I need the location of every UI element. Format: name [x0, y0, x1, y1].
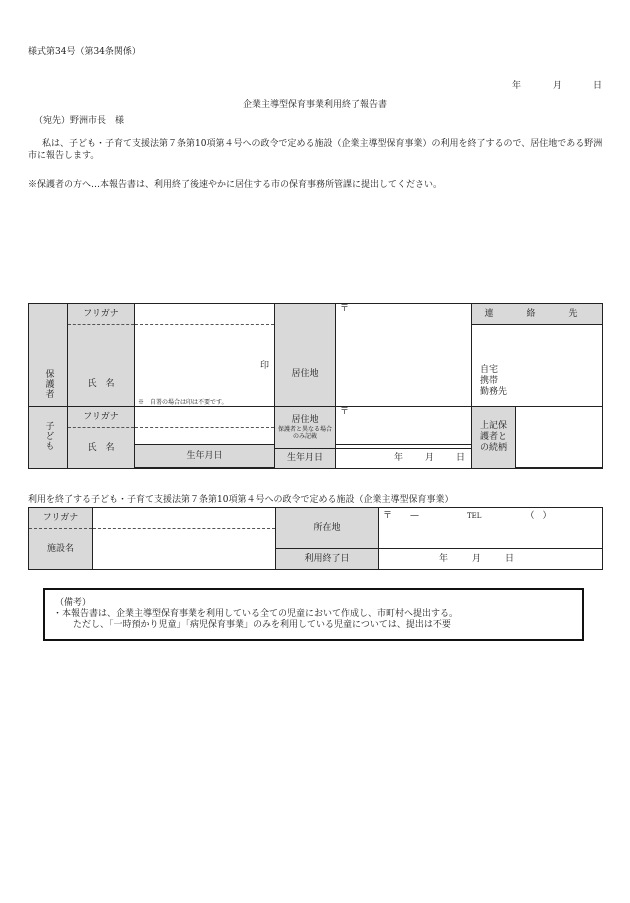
- relation-field[interactable]: [516, 407, 603, 469]
- guardian-birthdate-label: 生年月日: [135, 445, 275, 468]
- document-title: 企業主導型保育事業利用終了報告書: [242, 100, 387, 110]
- facility-postal-mark: 〒: [383, 511, 393, 521]
- end-date-label: 利用終了日: [276, 549, 379, 570]
- child-birthdate-label: 生年月日: [275, 449, 336, 469]
- guardian-furigana-field[interactable]: [135, 304, 275, 325]
- child-table: [28, 406, 603, 469]
- child-birthdate-field[interactable]: [336, 449, 472, 469]
- facility-name-label: 施設名: [29, 529, 93, 570]
- child-residence-note: 保護者と異なる場合のみ記載: [277, 426, 332, 440]
- facility-name-field[interactable]: [93, 529, 276, 570]
- guardian-notice: ※保護者の方へ…本報告書は、利用終了後速やかに居住する市の保育事務所管課に提出してください。: [28, 180, 443, 190]
- facility-location-label: 所在地: [276, 508, 379, 549]
- end-year-label: 年: [438, 553, 448, 564]
- facility-furigana-label: フリガナ: [29, 508, 93, 529]
- contact-mobile-label: 携帯: [480, 375, 499, 386]
- postal-mark: 〒: [340, 407, 350, 417]
- child-residence-field[interactable]: [336, 407, 472, 449]
- form-id: 様式第34号（第34条関係）: [28, 47, 141, 57]
- postal-dash: —: [410, 511, 420, 521]
- declaration-text: 私は、子ども・子育て支援法第７条第10項第４号への政令で定める施設（企業主導型保育事業）の利用を終了するので、居住地である野洲市に報告します。: [28, 139, 603, 161]
- remarks-line-2: ただし、「一時預かり児童」「病児保育事業」のみを利用している児童については、提出は不要: [73, 620, 451, 630]
- end-date-field[interactable]: [379, 549, 603, 570]
- child-birth-day-label: 日: [455, 453, 465, 463]
- paren-close: ）: [542, 511, 552, 521]
- contact-work-label: 勤務先: [480, 386, 508, 397]
- child-furigana-label: フリガナ: [68, 407, 135, 428]
- paren-open: （: [525, 511, 535, 521]
- relation-label: 上記保護者との続柄: [472, 407, 516, 469]
- facility-section-label: 利用を終了する子ども・子育て支援法第７条第10項第４号への政令で定める施設（企業主導型保育事業）: [28, 495, 454, 505]
- facility-furigana-field[interactable]: [93, 508, 276, 529]
- child-section-label: 子ども: [29, 407, 68, 469]
- guardian-furigana-label: フリガナ: [68, 304, 135, 325]
- guardian-residence-label: 居住地: [275, 304, 336, 445]
- child-birth-month-label: 月: [424, 453, 434, 463]
- date-year-label: 年: [512, 81, 522, 91]
- date-day-label: 日: [593, 81, 603, 91]
- seal-mark: 印: [259, 361, 269, 371]
- child-name-label: 氏 名: [68, 428, 135, 469]
- end-month-label: 月: [471, 553, 481, 564]
- guardian-name-label: 氏 名: [68, 325, 135, 445]
- remarks-box: [43, 588, 584, 641]
- contact-home-label: 自宅: [480, 364, 499, 375]
- child-birth-year-label: 年: [393, 453, 403, 463]
- child-name-field[interactable]: [135, 428, 275, 469]
- remarks-line-1: ・本報告書は、企業主導型保育事業を利用している全ての児童において作成し、市町村へ提出する。: [53, 609, 459, 619]
- remarks-heading: （備考）: [55, 598, 92, 608]
- tel-label: TEL: [467, 512, 482, 520]
- seal-note: ※ 自署の場合は印は不要です。: [138, 399, 228, 406]
- contact-header: 連 絡 先: [472, 304, 603, 325]
- child-residence-label: 居住地 保護者と異なる場合のみ記載: [275, 407, 336, 449]
- guardian-section-label: 保護者: [29, 304, 68, 468]
- child-furigana-field[interactable]: [135, 407, 275, 428]
- end-day-label: 日: [504, 553, 514, 564]
- facility-location-field[interactable]: [379, 508, 603, 549]
- postal-mark: 〒: [340, 304, 350, 314]
- addressee: （宛先）野洲市長 様: [34, 116, 125, 126]
- facility-table: [28, 507, 603, 570]
- date-month-label: 月: [553, 81, 563, 91]
